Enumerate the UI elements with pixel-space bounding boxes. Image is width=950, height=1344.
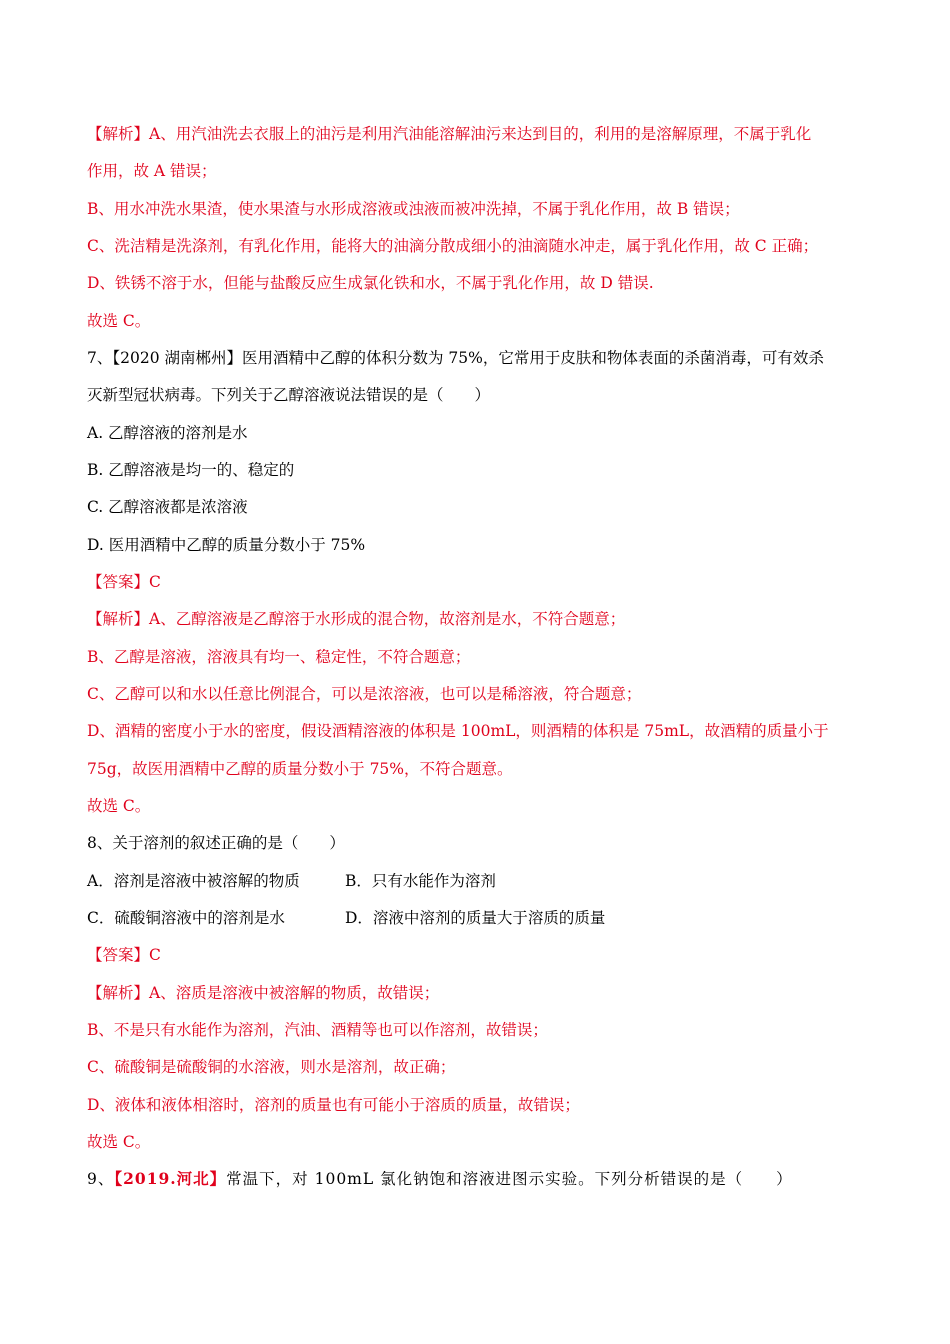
q6-choice: 故选 C。 bbox=[87, 312, 151, 330]
q8-answer: 【答案】C bbox=[87, 946, 161, 964]
q7-option-b: B. 乙醇溶液是均一的、稳定的 bbox=[87, 461, 295, 479]
q7-analysis-line-5: 75g，故医用酒精中乙醇的质量分数小于 75%，不符合题意。 bbox=[87, 760, 513, 778]
q8-option-c: C．硫酸铜溶液中的溶剂是水 bbox=[87, 909, 285, 927]
q6-analysis-line-5: D、铁锈不溶于水，但能与盐酸反应生成氯化铁和水，不属于乳化作用，故 D 错误. bbox=[87, 274, 654, 292]
q8-options-row-2 bbox=[87, 907, 870, 929]
q7-analysis-line-4: D、酒精的密度小于水的密度，假设酒精溶液的体积是 100mL，则酒精的体积是 75mL，故酒精的质量小于 bbox=[87, 722, 829, 740]
q6-analysis-line-1: 【解析】A、用汽油洗去衣服上的油污是利用汽油能溶解油污来达到目的，利用的是溶解原理，不属于乳化 bbox=[87, 125, 812, 143]
q6-analysis-line-4: C、洗洁精是洗涤剂，有乳化作用，能将大的油滴分散成细小的油滴随水冲走，属于乳化作用，故 C 正确； bbox=[87, 237, 819, 255]
q8-options-row-1 bbox=[87, 870, 870, 892]
q6-analysis-line-2: 作用，故 A 错误； bbox=[87, 162, 217, 180]
q8-analysis-line-4: D、液体和液体相溶时，溶剂的质量也有可能小于溶质的质量，故错误； bbox=[87, 1096, 580, 1114]
q8-stem: 8、关于溶剂的叙述正确的是（ ） bbox=[87, 834, 345, 852]
q8-analysis-line-3: C、硫酸铜是硫酸铜的水溶液，则水是溶剂，故正确； bbox=[87, 1058, 456, 1076]
q7-option-d: D. 医用酒精中乙醇的质量分数小于 75% bbox=[87, 536, 366, 554]
q8-option-a: A．溶剂是溶液中被溶解的物质 bbox=[87, 872, 300, 890]
q8-option-d: D．溶液中溶剂的质量大于溶质的质量 bbox=[345, 909, 606, 927]
q9-number: 9、 bbox=[87, 1170, 115, 1188]
q7-option-c: C. 乙醇溶液都是浓溶液 bbox=[87, 498, 248, 516]
q7-stem-line-2: 灭新型冠状病毒。下列关于乙醇溶液说法错误的是（ ） bbox=[87, 386, 491, 404]
q8-analysis-line-1: 【解析】A、溶质是溶液中被溶解的物质，故错误； bbox=[87, 984, 440, 1002]
q6-analysis-line-3: B、用水冲洗水果渣，使水果渣与水形成溶液或浊液而被冲洗掉，不属于乳化作用，故 B 错误； bbox=[87, 200, 740, 218]
q8-analysis-line-2: B、不是只有水能作为溶剂，汽油、酒精等也可以作溶剂，故错误； bbox=[87, 1021, 548, 1039]
q7-analysis-line-3: C、乙醇可以和水以任意比例混合，可以是浓溶液，也可以是稀溶液，符合题意； bbox=[87, 685, 642, 703]
q9-stem-line bbox=[87, 1168, 870, 1190]
q8-option-b: B．只有水能作为溶剂 bbox=[345, 872, 496, 890]
q7-stem-line-1: 7、【2020 湖南郴州】医用酒精中乙醇的体积分数为 75%，它常用于皮肤和物体表面的杀菌消毒，可有效杀 bbox=[87, 349, 824, 367]
q7-analysis-line-1: 【解析】A、乙醇溶液是乙醇溶于水形成的混合物，故溶剂是水，不符合题意； bbox=[87, 610, 626, 628]
q7-analysis-line-2: B、乙醇是溶液，溶液具有均一、稳定性，不符合题意； bbox=[87, 648, 471, 666]
q9-source: 【2019.河北】 bbox=[114, 1169, 227, 1188]
q7-option-a: A. 乙醇溶液的溶剂是水 bbox=[87, 424, 248, 442]
q7-answer: 【答案】C bbox=[87, 573, 161, 591]
q8-choice: 故选 C。 bbox=[87, 1133, 151, 1151]
q7-choice: 故选 C。 bbox=[87, 797, 151, 815]
q9-stem: 常温下，对 100mL 氯化钠饱和溶液进图示实验。下列分析错误的是（ ） bbox=[226, 1170, 793, 1188]
